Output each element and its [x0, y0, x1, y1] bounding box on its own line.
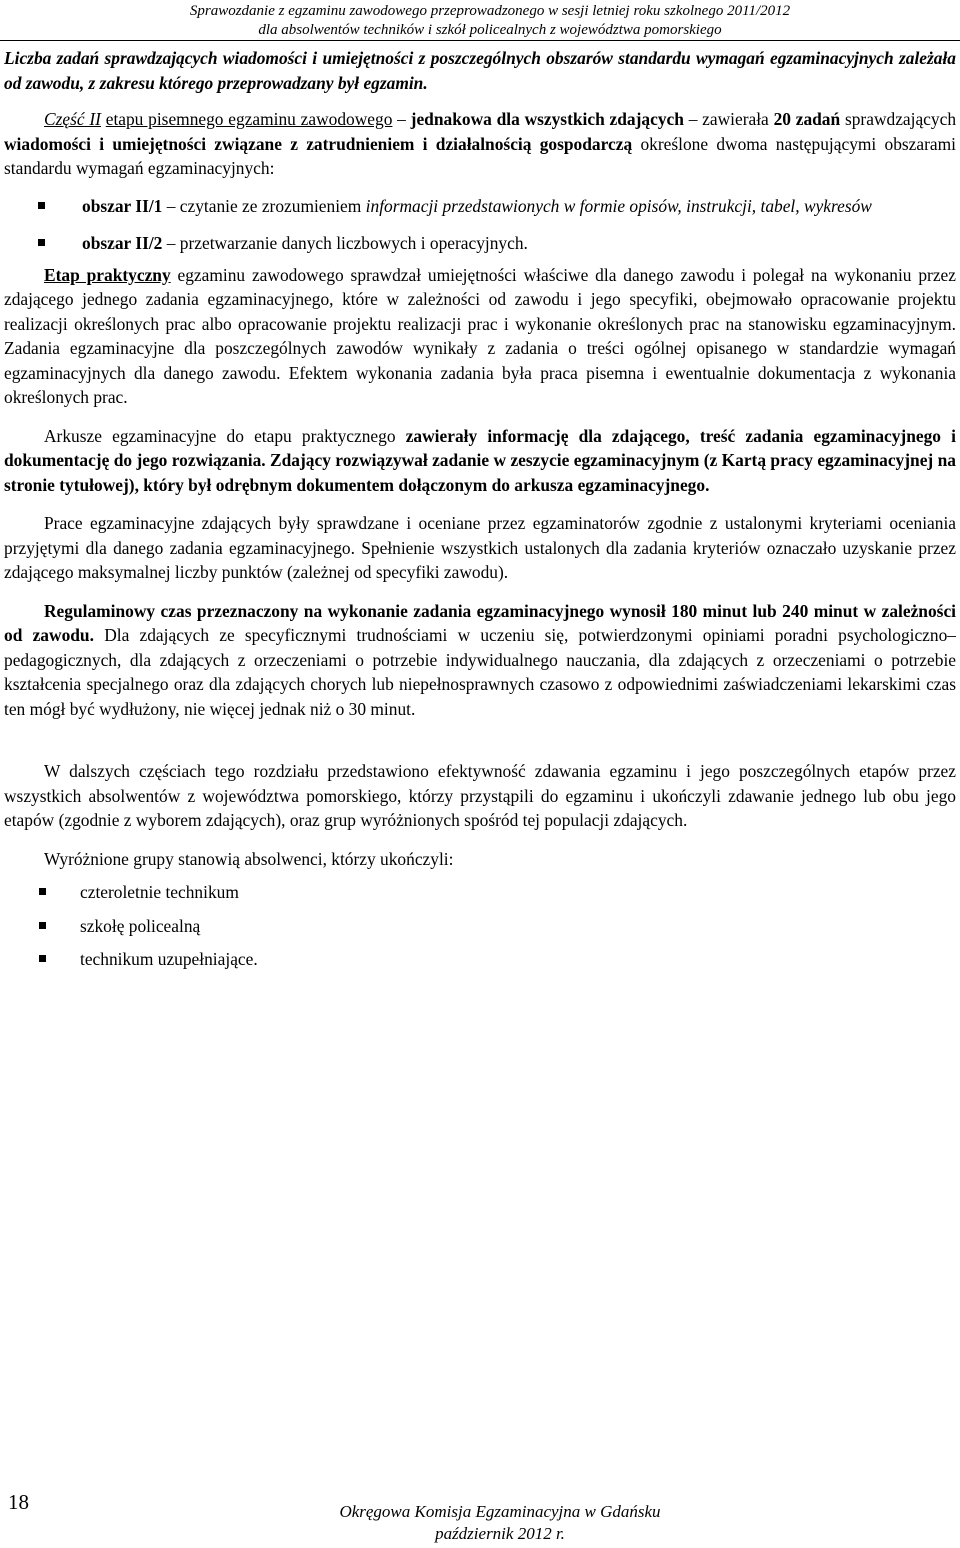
exam-sheets-bold-text: zawierały informację dla zdającego, treść zadania egzaminacyjnego i dokumentację do jego rozwiązania. Zdający rozwiązywał zadanie w zeszycie egzaminacyjnym (z Kartą pracy egzaminacyjnej na stronie tytułowej), który był odrębnym dokumentem dołączonym do arkusza egzaminacyjnego.: [4, 425, 956, 495]
further-sections-paragraph: W dalszych częściach tego rozdziału przedstawiono efektywność zdawania egzaminu i jego poszczególnych etapów przez wszystkich absolwentów z województwa pomorskiego, którzy przystąpili do egzaminu i ukończyli zdawanie jednego lub obu jego etapów (zgodnie z wyborem zdających), oraz grup wyróżnionych spośród tej populacji zdających.: [4, 761, 956, 830]
intro-paragraph: Liczba zadań sprawdzających wiadomości i umiejętności z poszczególnych obszarów standardu wymagań egzaminacyjnych zależała od zawodu, z zakresu którego przeprowadzany był egzamin.: [4, 48, 956, 93]
practical-stage-text: egzaminu zawodowego sprawdzał umiejętności właściwe dla danego zawodu i polegał na wykonaniu przez zdającego jednego zadania egzaminacyjnego, które w zależności od zawodu i jego specyfiki, obejmowało opracowanie projektu realizacji określonych prac albo opracowanie projektu realizacji prac i wykonanie określonych prac na stanowisku egzaminacyjnym. Zadania egzaminacyjne dla poszczególnych zawodów wynikały z zadania o treści ogólnej opisanego w standardzie wymagań egzaminacyjnych dla danego zawodu. Efektem wykonania zadania była praca pisemna i ewentualnie dokumentacja z wykonania określonych prac.: [4, 264, 956, 407]
area-code: obszar II/2: [82, 233, 163, 253]
exam-sheets-paragraph: [4, 424, 956, 498]
grading-paragraph: Prace egzaminacyjne zdających były sprawdzane i oceniane przez egzaminatorów zgodnie z ustalonymi kryteriami oceniania przyjętymi dla danego zadania egzaminacyjnego. Spełnienie wszystkich ustalonych dla zadania kryteriów oznaczało uzyskanie przez zdającego maksymalnej liczby punktów (zależnej od specyfiki zawodu).: [4, 513, 956, 582]
practical-stage-paragraph: [4, 263, 956, 410]
square-bullet-icon: [38, 202, 45, 209]
part-two-paragraph: Część II etapu pisemnego egzaminu zawodowego – jednakowa dla wszystkich zdających – zawierała 20 zadań sprawdzających wiadomości i umiejętności związane z zatrudnieniem i działalnością gospodarczą określone dwoma następującymi obszarami standardu wymagań egzaminacyjnych:: [4, 109, 957, 178]
list-item: obszar II/2 – przetwarzanie danych liczbowych i operacyjnych.: [4, 231, 956, 256]
list-item: [4, 880, 956, 905]
graduate-groups-list: [4, 880, 956, 972]
list-item: obszar II/1 – czytanie ze zrozumieniem informacji przedstawionych w formie opisów, instrukcji, tabel, wykresów: [4, 194, 956, 219]
contained-text: zawierała: [702, 109, 769, 129]
exam-areas-list: [4, 194, 956, 256]
task-count-text: 20 zadań: [773, 109, 841, 129]
header-divider: [0, 40, 960, 41]
group-label: czteroletnie technikum: [80, 882, 239, 902]
square-bullet-icon: [39, 955, 46, 962]
list-item: [4, 914, 956, 939]
part-two-label: Część II: [44, 109, 101, 129]
practical-stage-label: Etap praktyczny: [44, 264, 171, 285]
areas-lead-text: określone dwoma następującymi obszarami standardu wymagań egzaminacyjnych:: [4, 133, 956, 178]
area-description: czytanie ze zrozumieniem: [179, 195, 362, 216]
page-number: 18: [8, 1490, 29, 1514]
square-bullet-icon: [39, 922, 46, 929]
square-bullet-icon: [39, 888, 46, 895]
common-part-text: jednakowa dla wszystkich zdających: [410, 109, 684, 129]
written-stage-label: etapu pisemnego egzaminu zawodowego: [105, 109, 393, 129]
exam-sheets-text: Arkusze egzaminacyjne do etapu praktycznego: [44, 425, 396, 446]
exam-time-bold-text: Regulaminowy czas przeznaczony na wykonanie zadania egzaminacyjnego wynosił 180 minut lub 240 minut w zależności od zawodu.: [4, 600, 956, 645]
knowledge-text: wiadomości i umiejętności związane z zatrudnieniem i działalnością gospodarczą: [4, 133, 633, 154]
header-report-subtitle: dla absolwentów techników i szkół policealnych z województwa pomorskiego: [258, 22, 722, 38]
square-bullet-icon: [38, 239, 45, 246]
group-label: szkołę policealną: [80, 915, 201, 936]
footer-date: październik 2012 r.: [435, 1524, 565, 1543]
groups-intro-paragraph: Wyróżnione grupy stanowią absolwenci, którzy ukończyli:: [44, 848, 454, 869]
footer-institution: Okręgowa Komisja Egzaminacyjna w Gdańsku: [339, 1502, 661, 1521]
page-header: [0, 2, 960, 40]
header-report-title: Sprawozdanie z egzaminu zawodowego przeprowadzonego w sesji letniej roku szkolnego 2011/2012: [189, 3, 791, 19]
checking-text: sprawdzających: [844, 109, 957, 129]
list-item: [4, 947, 956, 972]
exam-time-text: Dla zdających ze specyficznymi trudnościami w uczeniu się, potwierdzonymi opiniami poradni psychologiczno–pedagogicznych, dla zdających z orzeczeniami o potrzebie indywidualnego nauczania, dla zdających z orzeczeniami o potrzebie kształcenia specjalnego oraz dla zdających chorych lub niepełnosprawnych czasowo z odpowiednimi zaświadczeniami lekarskimi czas ten mógł być wydłużony, nie więcej jednak niż o 30 minut.: [4, 625, 956, 719]
area-code: obszar II/1: [82, 195, 163, 216]
area-description-italic: informacji przedstawionych w formie opisów, instrukcji, tabel, wykresów: [365, 195, 872, 216]
area-description: przetwarzanie danych liczbowych i operacyjnych.: [179, 233, 528, 253]
group-label: technikum uzupełniające.: [80, 949, 258, 969]
page-content: [4, 46, 956, 972]
exam-time-paragraph: [4, 599, 956, 722]
